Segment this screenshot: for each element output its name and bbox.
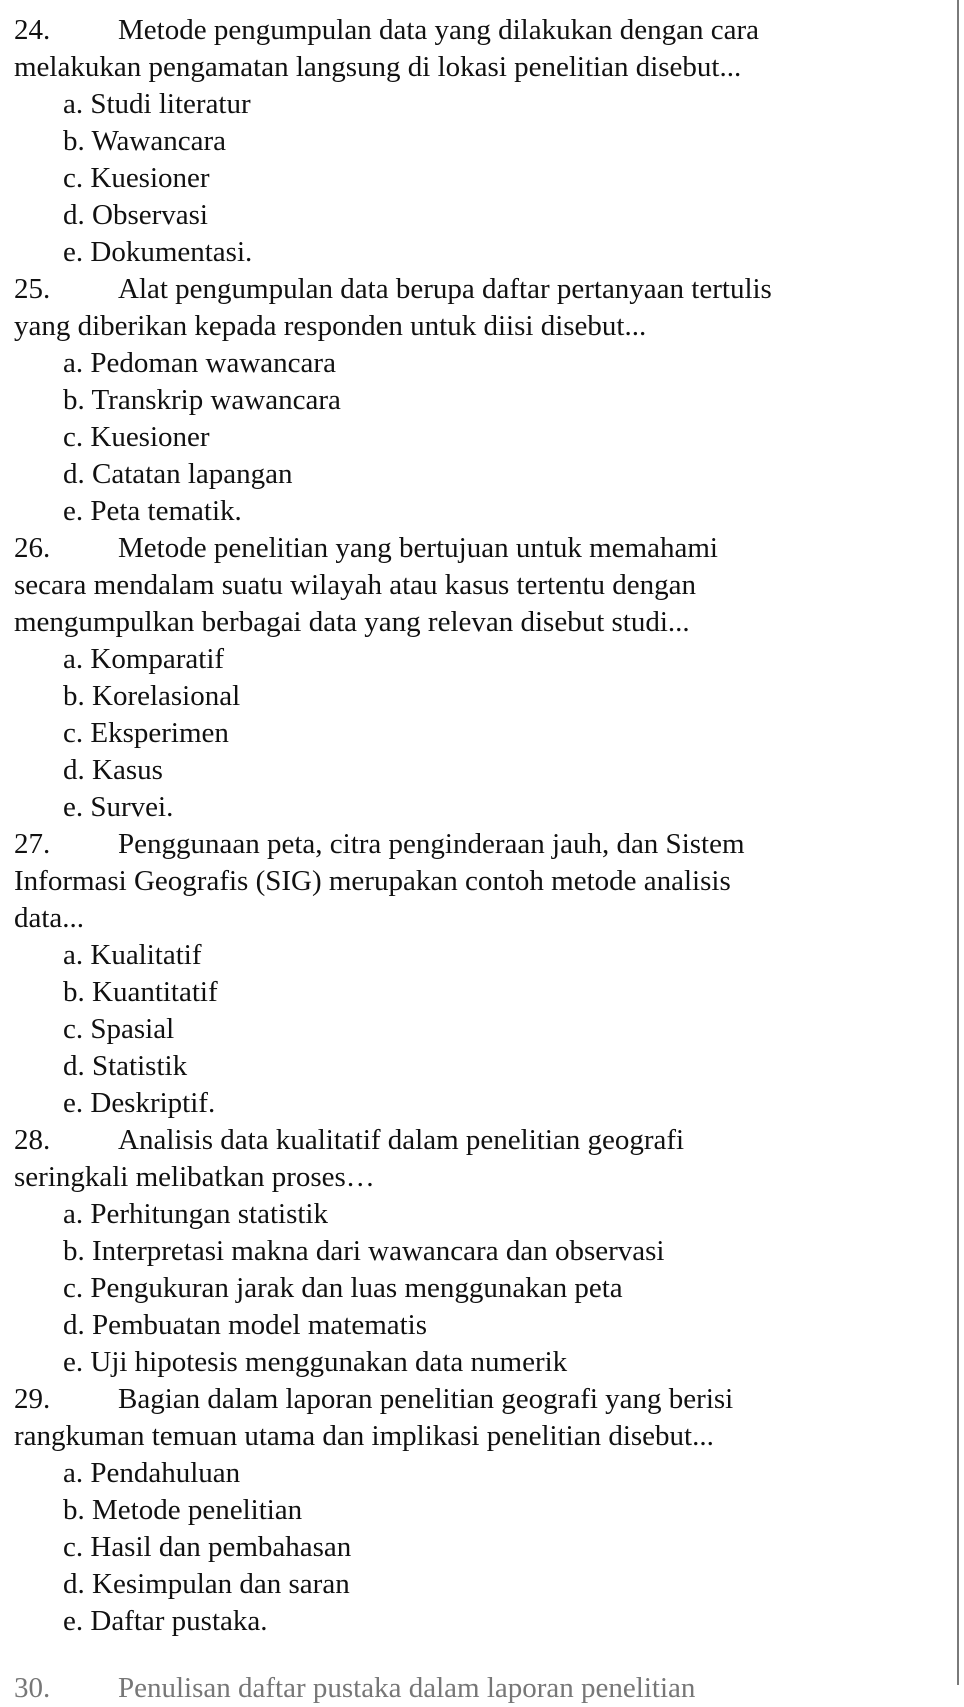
question-text: Metode penelitian yang bertujuan untuk memahami (118, 532, 718, 564)
answer-option: b. Interpretasi makna dari wawancara dan observasi (63, 1235, 665, 1267)
question-29 (14, 1381, 949, 1640)
answer-options (14, 1455, 949, 1640)
question-text: yang diberikan kepada responden untuk diisi disebut... (14, 310, 647, 342)
question-text-line (14, 826, 949, 863)
question-text-line (14, 863, 949, 900)
question-text-line (14, 1381, 949, 1418)
answer-option: e. Uji hipotesis menggunakan data numerik (63, 1346, 568, 1378)
answer-option: c. Kuesioner (63, 162, 210, 194)
question-text-line (14, 604, 949, 641)
question-text-line (14, 49, 949, 86)
question-number: 26. (14, 532, 51, 564)
answer-option: e. Peta tematik. (63, 495, 242, 527)
answer-option: a. Perhitungan statistik (63, 1198, 328, 1230)
question-number: 30. (14, 1672, 51, 1704)
answer-option: b. Metode penelitian (63, 1494, 303, 1526)
question-text-line (14, 308, 949, 345)
answer-option: a. Pedoman wawancara (63, 347, 336, 379)
question-text: Informasi Geografis (SIG) merupakan contoh metode analisis (14, 865, 731, 897)
question-27 (14, 826, 949, 1122)
question-text-line (14, 530, 949, 567)
answer-option: e. Deskriptif. (63, 1087, 216, 1119)
answer-option: d. Pembuatan model matematis (63, 1309, 428, 1341)
page-edge-rule (957, 0, 959, 1685)
answer-option: c. Spasial (63, 1013, 175, 1045)
answer-option: c. Kuesioner (63, 421, 210, 453)
question-text: mengumpulkan berbagai data yang relevan disebut studi... (14, 606, 690, 638)
answer-option: a. Pendahuluan (63, 1457, 241, 1489)
answer-option: b. Wawancara (63, 125, 226, 157)
question-text: rangkuman temuan utama dan implikasi penelitian disebut... (14, 1420, 714, 1452)
answer-options (14, 937, 949, 1122)
question-text: Bagian dalam laporan penelitian geografi yang berisi (118, 1383, 734, 1415)
question-number: 27. (14, 828, 51, 860)
question-text: Analisis data kualitatif dalam penelitian geografi (118, 1124, 685, 1156)
question-text-line (14, 567, 949, 604)
question-text: data... (14, 902, 85, 934)
question-28 (14, 1122, 949, 1381)
answer-option: d. Kasus (63, 754, 163, 786)
answer-option: d. Kesimpulan dan saran (63, 1568, 350, 1600)
question-26 (14, 530, 949, 826)
question-30-partial (14, 1670, 949, 1707)
question-text-line (14, 1122, 949, 1159)
answer-option: d. Catatan lapangan (63, 458, 293, 490)
question-text: Penggunaan peta, citra penginderaan jauh, dan Sistem (118, 828, 745, 860)
question-sheet (14, 12, 949, 1640)
answer-option: a. Komparatif (63, 643, 225, 675)
answer-option: e. Dokumentasi. (63, 236, 253, 268)
question-number: 25. (14, 273, 51, 305)
question-number: 28. (14, 1124, 51, 1156)
question-text: seringkali melibatkan proses… (14, 1161, 375, 1193)
answer-options (14, 1196, 949, 1381)
answer-options (14, 641, 949, 826)
question-text: melakukan pengamatan langsung di lokasi penelitian disebut... (14, 51, 742, 83)
question-number: 29. (14, 1383, 51, 1415)
question-text-line (14, 1159, 949, 1196)
question-text-line (14, 12, 949, 49)
answer-option: c. Eksperimen (63, 717, 229, 749)
question-24 (14, 12, 949, 271)
answer-option: a. Studi literatur (63, 88, 251, 120)
answer-option: b. Transkrip wawancara (63, 384, 341, 416)
question-text: Metode pengumpulan data yang dilakukan dengan cara (118, 14, 759, 46)
answer-option: d. Observasi (63, 199, 208, 231)
question-text-line (14, 271, 949, 308)
question-25 (14, 271, 949, 530)
question-number: 24. (14, 14, 51, 46)
question-text: secara mendalam suatu wilayah atau kasus tertentu dengan (14, 569, 697, 601)
answer-options (14, 345, 949, 530)
answer-option: b. Kuantitatif (63, 976, 218, 1008)
answer-option: a. Kualitatif (63, 939, 202, 971)
answer-option: e. Daftar pustaka. (63, 1605, 268, 1637)
question-text-line: Penulisan daftar pustaka dalam laporan penelitian (118, 1672, 696, 1704)
answer-option: c. Hasil dan pembahasan (63, 1531, 352, 1563)
answer-option: b. Korelasional (63, 680, 241, 712)
answer-option: d. Statistik (63, 1050, 188, 1082)
answer-option: e. Survei. (63, 791, 174, 823)
question-text-line (14, 900, 949, 937)
question-text-line (14, 1418, 949, 1455)
question-text: Alat pengumpulan data berupa daftar pertanyaan tertulis (118, 273, 772, 305)
answer-options (14, 86, 949, 271)
answer-option: c. Pengukuran jarak dan luas menggunakan peta (63, 1272, 623, 1304)
